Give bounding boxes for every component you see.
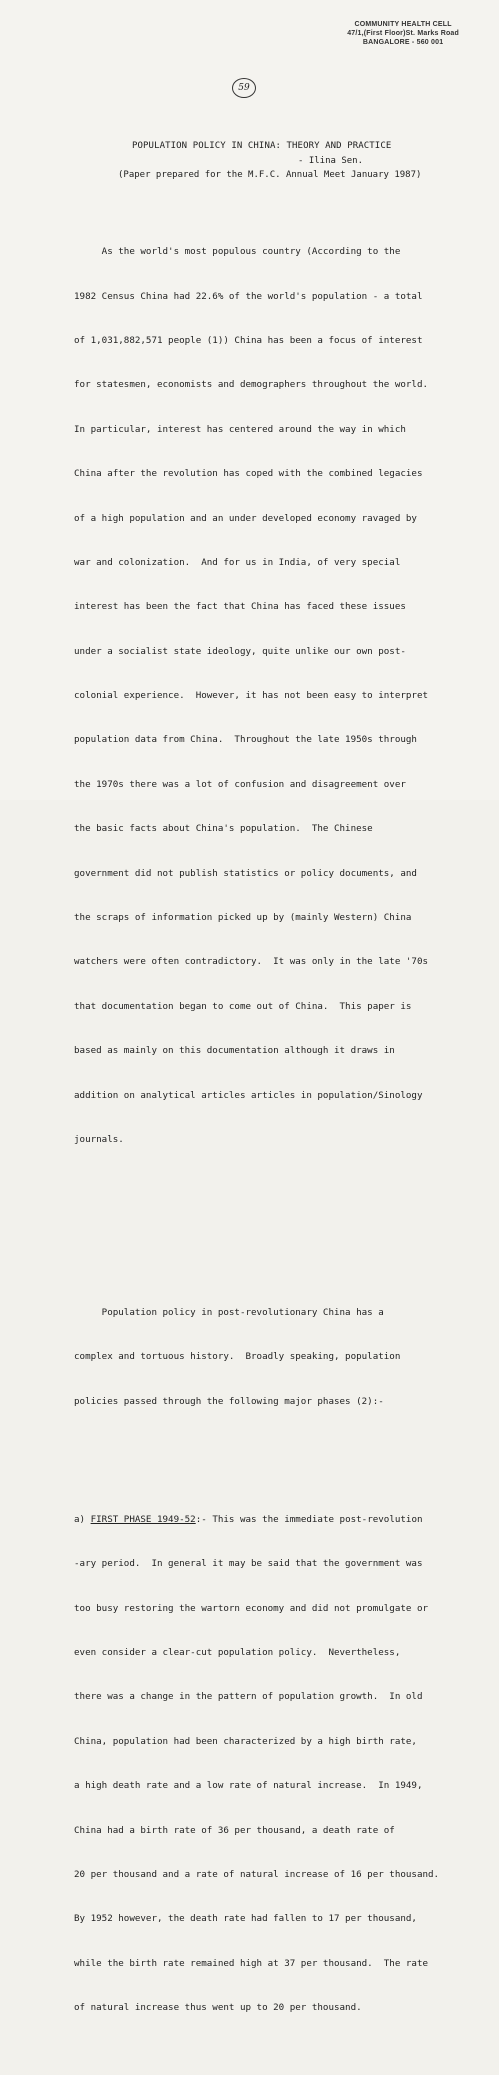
text-line: population data from China. Throughout the late 1950s through	[74, 734, 417, 746]
text-line: As the world's most populous country (According to the	[74, 246, 401, 258]
text-line: that documentation began to come out of China. This paper is	[74, 1000, 412, 1012]
text-line: the 1970s there was a lot of confusion and disagreement over	[74, 778, 406, 790]
heading-rest: :- This was the immediate post-revolution	[195, 1513, 423, 1525]
text-line: By 1952 however, the death rate had fallen to 17 per thousand,	[74, 1913, 417, 1925]
text-line: policies passed through the following major phases (2):-	[74, 1395, 384, 1407]
text-line: the scraps of information picked up by (mainly Western) China	[74, 912, 412, 924]
text-line: of natural increase thus went up to 20 per thousand.	[74, 2002, 362, 2014]
text-line: war and colonization. And for us in India, of very special	[74, 556, 401, 568]
paragraph-gap	[74, 1222, 484, 1232]
text-line: 20 per thousand and a rate of natural increase of 16 per thousand.	[74, 1869, 440, 1881]
document-body	[74, 186, 484, 2075]
paragraph-first-phase	[74, 1483, 484, 2045]
text-line: addition on analytical articles articles in population/Sinology	[74, 1089, 423, 1101]
text-line: based as mainly on this documentation although it draws in	[74, 1045, 395, 1057]
text-line: interest has been the fact that China has faced these issues	[74, 601, 406, 613]
text-line: China after the revolution has coped with the combined legacies	[74, 468, 423, 480]
text-line: -ary period. In general it may be said that the government was	[74, 1558, 423, 1570]
text-line: of a high population and an under developed economy ravaged by	[74, 512, 417, 524]
section-heading: FIRST PHASE 1949-52	[90, 1513, 196, 1525]
text-line: there was a change in the pattern of population growth. In old	[74, 1691, 423, 1703]
paragraph-intro	[74, 216, 484, 1178]
author-line: - Ilina Sen.	[298, 156, 364, 166]
organization-stamp	[347, 20, 459, 47]
text-line: complex and tortuous history. Broadly speaking, population	[74, 1351, 401, 1363]
paragraph-phases	[74, 1276, 484, 1439]
stamp-line-2: 47/1,(First Floor)St. Marks Road	[347, 30, 459, 37]
stamp-line-1: COMMUNITY HEALTH CELL	[354, 21, 452, 28]
text-line: government did not publish statistics or policy documents, and	[74, 867, 417, 879]
text-line: a high death rate and a low rate of natural increase. In 1949,	[74, 1780, 423, 1792]
paper-note: (Paper prepared for the M.F.C. Annual Meet January 1987)	[118, 170, 422, 180]
text-line: China had a birth rate of 36 per thousand, a death rate of	[74, 1824, 395, 1836]
text-line: watchers were often contradictory. It was only in the late '70s	[74, 956, 429, 968]
text-line: the basic facts about China's population. The Chinese	[74, 823, 373, 835]
text-line	[74, 1513, 484, 1528]
document-title: POPULATION POLICY IN CHINA: THEORY AND PRACTICE	[132, 141, 392, 151]
text-line: journals.	[74, 1134, 124, 1145]
text-line: Population policy in post-revolutionary China has a	[74, 1306, 384, 1318]
text-line: while the birth rate remained high at 37 per thousand. The rate	[74, 1957, 429, 1969]
text-line: In particular, interest has centered around the way in which	[74, 423, 406, 435]
list-label: a)	[74, 1513, 91, 1525]
stamp-line-3: BANGALORE - 560 001	[362, 39, 444, 46]
text-line: too busy restoring the wartorn economy and did not promulgate or	[74, 1602, 429, 1614]
text-line: even consider a clear-cut population policy. Nevertheless,	[74, 1647, 401, 1659]
text-line: of 1,031,882,571 people (1)) China has been a focus of interest	[74, 334, 423, 346]
page-number: 59	[232, 78, 256, 98]
text-line: for statesmen, economists and demographers throughout the world.	[74, 379, 429, 391]
text-line: 1982 Census China had 22.6% of the world's population - a total	[74, 290, 423, 302]
text-line: China, population had been characterized by a high birth rate,	[74, 1735, 417, 1747]
text-line: under a socialist state ideology, quite unlike our own post-	[74, 645, 406, 657]
text-line: colonial experience. However, it has not been easy to interpret	[74, 690, 429, 702]
